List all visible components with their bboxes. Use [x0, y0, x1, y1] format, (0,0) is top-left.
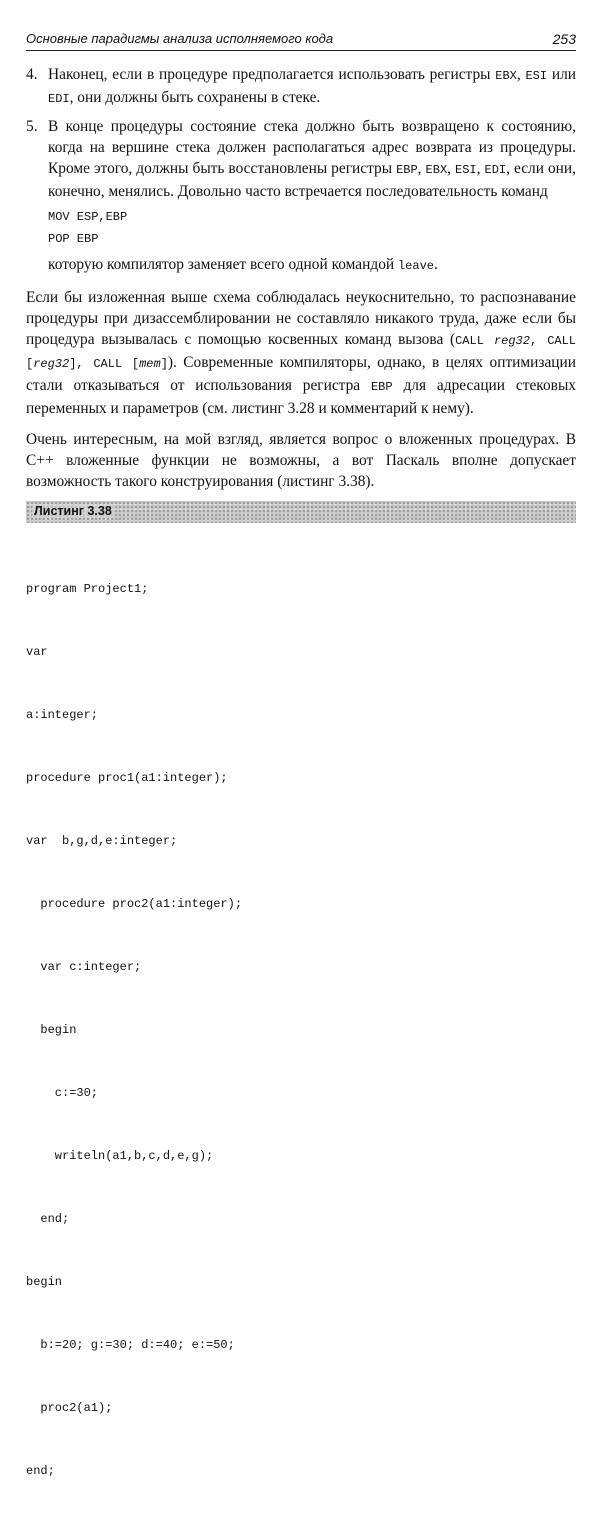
text-run: , — [447, 160, 456, 177]
text-run: Наконец, если в процедуре предполагается использовать регистры — [48, 66, 496, 83]
text-run: В конце процедуры состояние стека должно быть возвращено к состоянию, когда на вершине стека должен располагаться адрес возврата из процедуры. Кроме этого, должны быть восстановлены регистры — [48, 118, 576, 177]
code-line: POP EBP — [48, 232, 99, 246]
text-run: . — [434, 256, 438, 273]
inline-code: ], CALL [ — [69, 357, 140, 371]
inline-code-italic: reg32 — [493, 334, 530, 348]
register-ebx: EBX — [495, 69, 517, 83]
code-line: writeln(a1,b,c,d,e,g); — [26, 1149, 214, 1163]
inline-code-italic: reg32 — [33, 357, 70, 371]
running-header — [26, 30, 576, 51]
paragraph-procedure-recognition — [26, 287, 576, 419]
program-listing — [26, 537, 576, 1524]
inline-code: , CALL [ — [26, 334, 576, 371]
code-line: b:=20; g:=30; d:=40; e:=50; — [26, 1338, 235, 1352]
code-line: MOV ESP,EBP — [48, 210, 128, 224]
text-run: ). Современные компиляторы, однако, в целях оптимизации стали отказываться от использования регистра — [26, 354, 576, 394]
text-run: которую компилятор заменяет всего одной командой — [48, 256, 398, 273]
code-line: program Project1; — [26, 582, 149, 596]
code-snippet — [48, 206, 576, 250]
list-item-5 — [26, 116, 576, 202]
register-ebp: EBP — [396, 163, 418, 177]
register-ebp: EBP — [370, 380, 393, 394]
code-line: procedure proc2(a1:integer); — [26, 897, 243, 911]
code-line: var — [26, 645, 48, 659]
text-run: , они должны быть сохранены в стеке. — [69, 89, 321, 106]
code-line: begin — [26, 1023, 77, 1037]
text-run: , если они, конечно, менялись. Довольно часто встречается последовательность команд — [48, 160, 576, 200]
listing-caption-bar — [26, 501, 576, 523]
code-line: procedure proc1(a1:integer); — [26, 771, 228, 785]
inline-code: CALL — [455, 334, 494, 348]
item-5-continuation — [26, 254, 576, 277]
text-run: для адресации стековых переменных и параметров (см. листинг 3.28 и комментарий к нему). — [26, 377, 576, 417]
text-run: , — [417, 160, 426, 177]
code-line: c:=30; — [26, 1086, 99, 1100]
code-line: begin — [26, 1275, 63, 1289]
code-line: a:integer; — [26, 708, 99, 722]
list-item-4 — [26, 64, 576, 110]
code-line: var b,g,d,e:integer; — [26, 834, 178, 848]
register-edi: EDI — [484, 163, 507, 177]
inline-code-italic: mem — [139, 357, 161, 371]
inline-code-leave: leave — [397, 259, 434, 273]
code-line: proc2(a1); — [26, 1401, 113, 1415]
text-run: Если бы изложенная выше схема соблюдалась неукоснительно, то распознавание процедуры при дизассемблировании не составляло никакого труда, даже если бы процедура вызывалась с помощью косвенных команд вызова ( — [26, 289, 576, 348]
text-run: или — [547, 66, 576, 83]
register-esi: ESI — [525, 69, 548, 83]
text-run: , — [516, 66, 526, 83]
paragraph-nested-procedures: Очень интересным, на мой взгляд, является вопрос о вложенных процедурах. В С++ вложенные функции не возможны, а вот Паскаль вполне допускает возможность такого конструирования (листинг 3.38). — [26, 431, 576, 490]
listing-title: Листинг 3.38 — [34, 504, 112, 518]
inline-code: ] — [160, 357, 168, 371]
header-title: Основные парадигмы анализа исполняемого кода — [26, 31, 334, 46]
register-edi: EDI — [48, 92, 70, 106]
code-line: end; — [26, 1212, 70, 1226]
page-number: 253 — [552, 31, 576, 47]
register-ebx: EBX — [425, 163, 448, 177]
code-line: var c:integer; — [26, 960, 142, 974]
text-run: , — [476, 160, 485, 177]
register-esi: ESI — [455, 163, 477, 177]
code-line: end; — [26, 1464, 55, 1478]
page-body — [26, 64, 576, 502]
item-number: 5. — [26, 118, 38, 135]
item-number: 4. — [26, 66, 38, 83]
